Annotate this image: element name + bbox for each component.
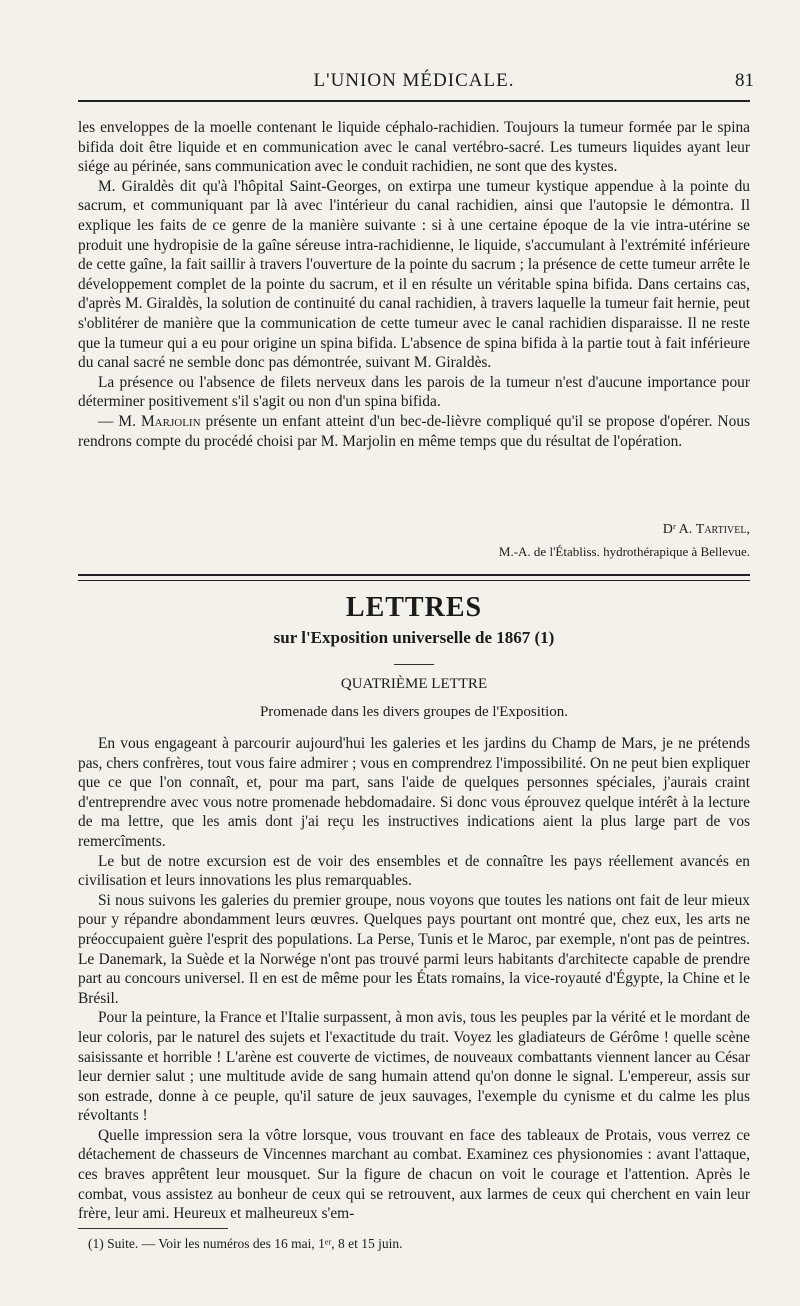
dash-prefix: — M. bbox=[98, 412, 141, 430]
letter-number: QUATRIÈME LETTRE bbox=[340, 676, 488, 692]
person-name: Marjolin bbox=[141, 412, 201, 430]
letter-subtitle: Promenade dans les divers groupes de l'Exposition. bbox=[259, 704, 569, 720]
paragraph: les enveloppes de la moelle contenant le liquide céphalo-rachidien. Toujours la tumeur formée par le spina bifida doit être liquide et en communication avec le canal vertébro-sacré. Les tumeurs liquides ayant leur siége au périnée, sans communication avec le conduit rachidien, ne sont que des kystes. bbox=[78, 119, 750, 176]
section-subtitle: sur l'Exposition universelle de 1867 (1) bbox=[273, 628, 555, 647]
footnote-rule bbox=[78, 1228, 228, 1229]
running-title: L'UNION MÉDICALE. bbox=[313, 70, 515, 91]
paragraph: La présence ou l'absence de filets nerveux dans les parois de la tumeur n'est d'aucune importance pour déterminer positivement s'il s'agit ou non d'un spina bifida. bbox=[78, 373, 750, 411]
paragraph: Quelle impression sera la vôtre lorsque, vous trouvant en face des tableaux de Protais, vous verrez ce détachement de chasseurs de Vincennes marchant au combat. Examinez ces physionomies : avant l'attaque, ces braves apprêtent leur mousquet. Sur la figure de chacun on voit le courage et l'attention. Après le combat, vous assistez au bonheur de ceux qui se retrouvent, aux larmes de ceux qui cherchent en vain leur frère, leur ami. Heureux et malheureux s'em- bbox=[78, 1126, 750, 1223]
page-number: 81 bbox=[735, 70, 754, 91]
header-rule bbox=[78, 100, 750, 102]
paragraph: Si nous suivons les galeries du premier groupe, nous voyons que toutes les nations ont fait de leur mieux pour y répandre abondamment leurs œuvres. Quelques pays pourtant ont montré que, chez eux, les arts ne préoccupaient guère l'esprit des populations. La Perse, Tunis et le Maroc, par exemple, n'ont pas de peintres. Le Danemark, la Suède et la Norwége n'ont pas trouvé parmi leurs habitants d'architecte capable de prendre part au concours universel. Il en est de même pour les États romains, la vice-royauté d'Égypte, la Chine et le Brésil. bbox=[78, 891, 750, 1007]
signature-name: Tartivel bbox=[695, 522, 747, 537]
report-text bbox=[78, 118, 750, 451]
letter-text bbox=[78, 734, 750, 1224]
paragraph: Pour la peinture, la France et l'Italie surpassent, à mon avis, tous les peuples par la vérité et le mordant de leur coloris, par le naturel des sujets et l'exactitude du trait. Voyez les gladiateurs de Gérôme ! quelle scène saisissante et horrible ! L'arène est couverte de victimes, de nouveaux combattants viennent lancer au César leur dernier salut ; une multitude avide de sang humain attend qu'on donne le signal. L'empereur, assis sur son estrade, donne à ce peuple, qu'il sature de jeux sauvages, l'exemple du cynisme et du calme les plus révoltants ! bbox=[78, 1009, 750, 1125]
signature-title: M.-A. de l'Établiss. hydrothérapique à Bellevue. bbox=[498, 544, 750, 559]
section-title: LETTRES bbox=[345, 592, 483, 623]
footnote: (1) Suite. — Voir les numéros des 16 mai, 1ᵉʳ, 8 et 15 juin. bbox=[88, 1236, 403, 1251]
signature-suffix: , bbox=[746, 522, 750, 537]
paragraph: Le but de notre excursion est de voir des ensembles et de connaître les pays réellement avancés en civilisation et leurs innovations les plus remarquables. bbox=[78, 852, 750, 890]
signature-prefix: Dʳ A. bbox=[662, 522, 696, 537]
running-header bbox=[78, 66, 754, 96]
paragraph: M. Giraldès dit qu'à l'hôpital Saint-Georges, on extirpa une tumeur kystique appendue à la pointe du sacrum, et communiquant par là avec l'intérieur du canal rachidien, ainsi que l'autopsie le démontra. Il explique les faits de ce genre de la manière suivante : si à une certaine époque de la vie intra-utérine se produit une hydropisie de la gaîne séreuse intra-rachidienne, le liquide, s'accumulant à l'extrémité inférieure de cette gaîne, la fait saillir à travers l'ouverture de la pointe du sacrum ; la présence de cette tumeur arrête le développement complet de la pointe du sacrum, et il en résulte un véritable spina bifida. Dans certains cas, d'après M. Giraldès, la solution de continuité du canal rachidien, à travers laquelle la tumeur fait hernie, peut s'oblitérer de manière que la communication de cette tumeur avec le canal rachidien disparaisse. Il ne reste que la tumeur qui a eu pour origine un spina bifida. L'absence de spina bifida à la partie tout à fait inférieure du canal sacré ne semble donc pas démontrée, suivant M. Giraldès. bbox=[78, 177, 750, 372]
section-rule bbox=[78, 574, 750, 581]
divider bbox=[394, 664, 434, 665]
signature bbox=[663, 522, 750, 538]
paragraph: En vous engageant à parcourir aujourd'hui les galeries et les jardins du Champ de Mars, je ne prétends pas, chers confrères, tout vous faire admirer ; vous en comprendrez l'impossibilité. On ne peut bien expliquer que ce que l'on connaît, et, pour ma part, sans l'aide de quelques personnes spéciales, j'aurais craint d'entreprendre avec vous notre promenade hebdomadaire. Si donc vous éprouvez quelque intérêt à la lecture de ma lettre, que les amis dont j'ai reçu les instructives indications aient la plus large part de vos remercîments. bbox=[78, 735, 750, 850]
paragraph-rest: présente un enfant atteint d'un bec-de-lièvre compliqué qu'il se propose d'opérer. Nous rendrons compte du procédé choisi par M. Marjolin en même temps que du résultat de l'opération. bbox=[78, 412, 751, 450]
paragraph bbox=[78, 412, 750, 451]
